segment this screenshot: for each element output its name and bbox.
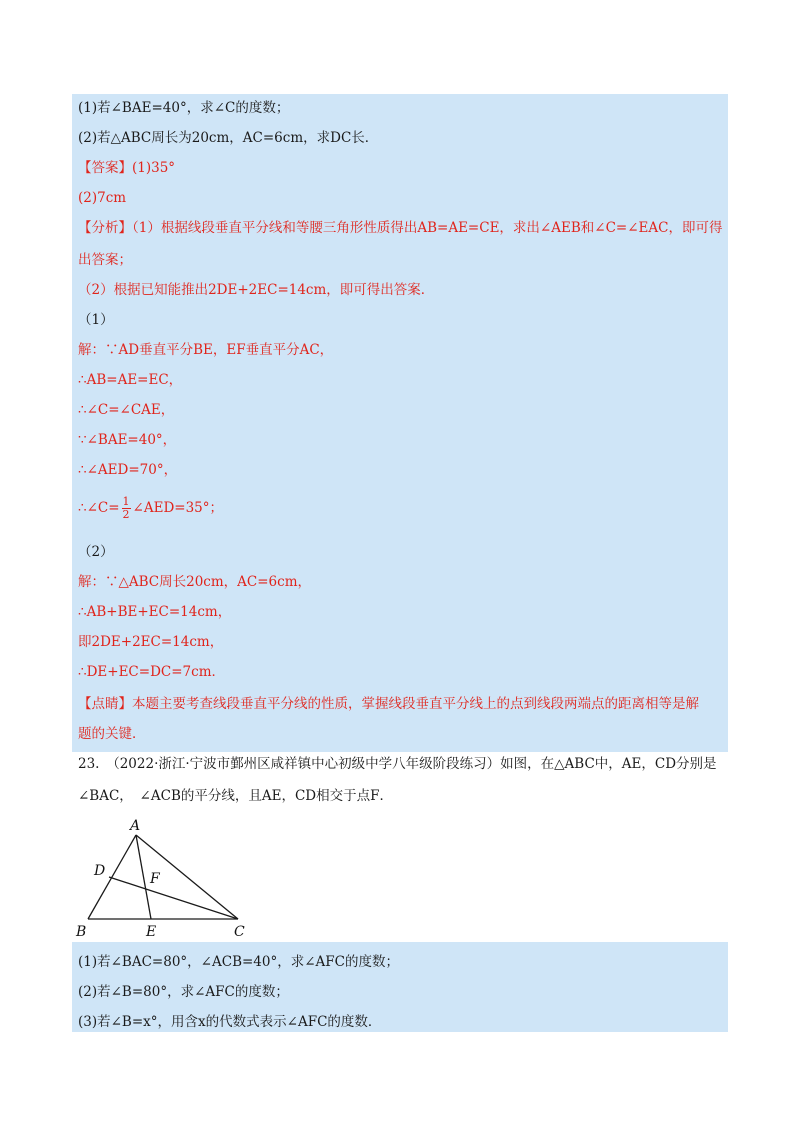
analysis-row — [78, 218, 722, 238]
comment-row — [78, 694, 699, 714]
solution-1-line-6-suffix: ∠AED=35°； — [132, 500, 224, 516]
label-c: C — [234, 924, 245, 940]
solution-1-line-4: ∵∠BAE=40°， — [78, 432, 177, 448]
solution-highlight-band — [72, 94, 728, 752]
comment-a: 本题主要考查线段垂直平分线的性质，掌握线段垂直平分线上的点到线段两端点的距离相等是解 — [132, 696, 699, 712]
label-a: A — [130, 818, 141, 834]
solution-1-line-1: 解：∵AD垂直平分BE，EF垂直平分AC， — [78, 342, 334, 358]
fraction-denominator: 2 — [122, 508, 130, 521]
analysis-1a: （1）根据线段垂直平分线和等腰三角形性质得出AB=AE=CE，求出∠AEB和∠C=∠EAC，即可得 — [132, 220, 723, 236]
analysis-tag: 【分析】 — [78, 220, 132, 236]
solution-1-line-3: ∴∠C=∠CAE， — [78, 402, 175, 418]
q23-part2: (2)若∠B=80°，求∠AFC的度数； — [78, 984, 289, 1000]
triangle-diagram — [72, 815, 254, 942]
q23-stem-a: 23. （2022·浙江·宁波市鄞州区咸祥镇中心初级中学八年级阶段练习）如图，在△ABC中，AE，CD分别是 — [78, 756, 717, 772]
q23-stem-b: ∠BAC， ∠ACB的平分线，且AE，CD相交于点F． — [78, 788, 393, 804]
answer-2: (2)7cm — [78, 190, 127, 206]
answer-tag: 【答案】 — [78, 160, 132, 176]
fraction-numerator: 1 — [122, 495, 130, 508]
bisector-ae — [136, 835, 151, 919]
solution-1-line-5: ∴∠AED=70°， — [78, 462, 178, 478]
solution-2-heading: （2） — [78, 544, 114, 560]
fraction-one-half — [122, 496, 131, 521]
q23-part1: (1)若∠BAC=80°，∠ACB=40°，求∠AFC的度数； — [78, 954, 399, 970]
solution-2-line-4: ∴DE+EC=DC=7cm． — [78, 664, 225, 680]
solution-1-line-6 — [78, 496, 223, 521]
solution-2-line-2: ∴AB+BE+EC=14cm， — [78, 604, 232, 620]
label-e: E — [146, 924, 157, 940]
label-d: D — [94, 863, 106, 879]
solution-1-line-2: ∴AB=AE=EC， — [78, 372, 183, 388]
q23-part3: (3)若∠B=x°，用含x的代数式表示∠AFC的度数． — [78, 1014, 382, 1030]
comment-b: 题的关键． — [78, 726, 146, 742]
comment-tag: 【点睛】 — [78, 696, 132, 712]
solution-2-line-1: 解：∵△ABC周长20cm，AC=6cm， — [78, 574, 312, 590]
triangle-figure — [72, 815, 254, 942]
solution-1-line-6-prefix: ∴∠C= — [78, 500, 120, 516]
bisector-cd — [109, 877, 238, 919]
answer-1: (1)35° — [132, 160, 176, 176]
label-f: F — [150, 871, 160, 887]
analysis-1b: 出答案； — [78, 252, 132, 268]
analysis-2: （2）根据已知能推出2DE+2EC=14cm，即可得出答案． — [78, 282, 435, 298]
q22-part1: (1)若∠BAE=40°，求∠C的度数； — [78, 100, 290, 116]
solution-2-line-3: 即2DE+2EC=14cm， — [78, 634, 224, 650]
solution-1-heading: （1） — [78, 312, 114, 328]
q22-part2: (2)若△ABC周长为20cm，AC=6cm，求DC长． — [78, 130, 379, 146]
answer-row — [78, 158, 175, 178]
label-b: B — [76, 924, 87, 940]
